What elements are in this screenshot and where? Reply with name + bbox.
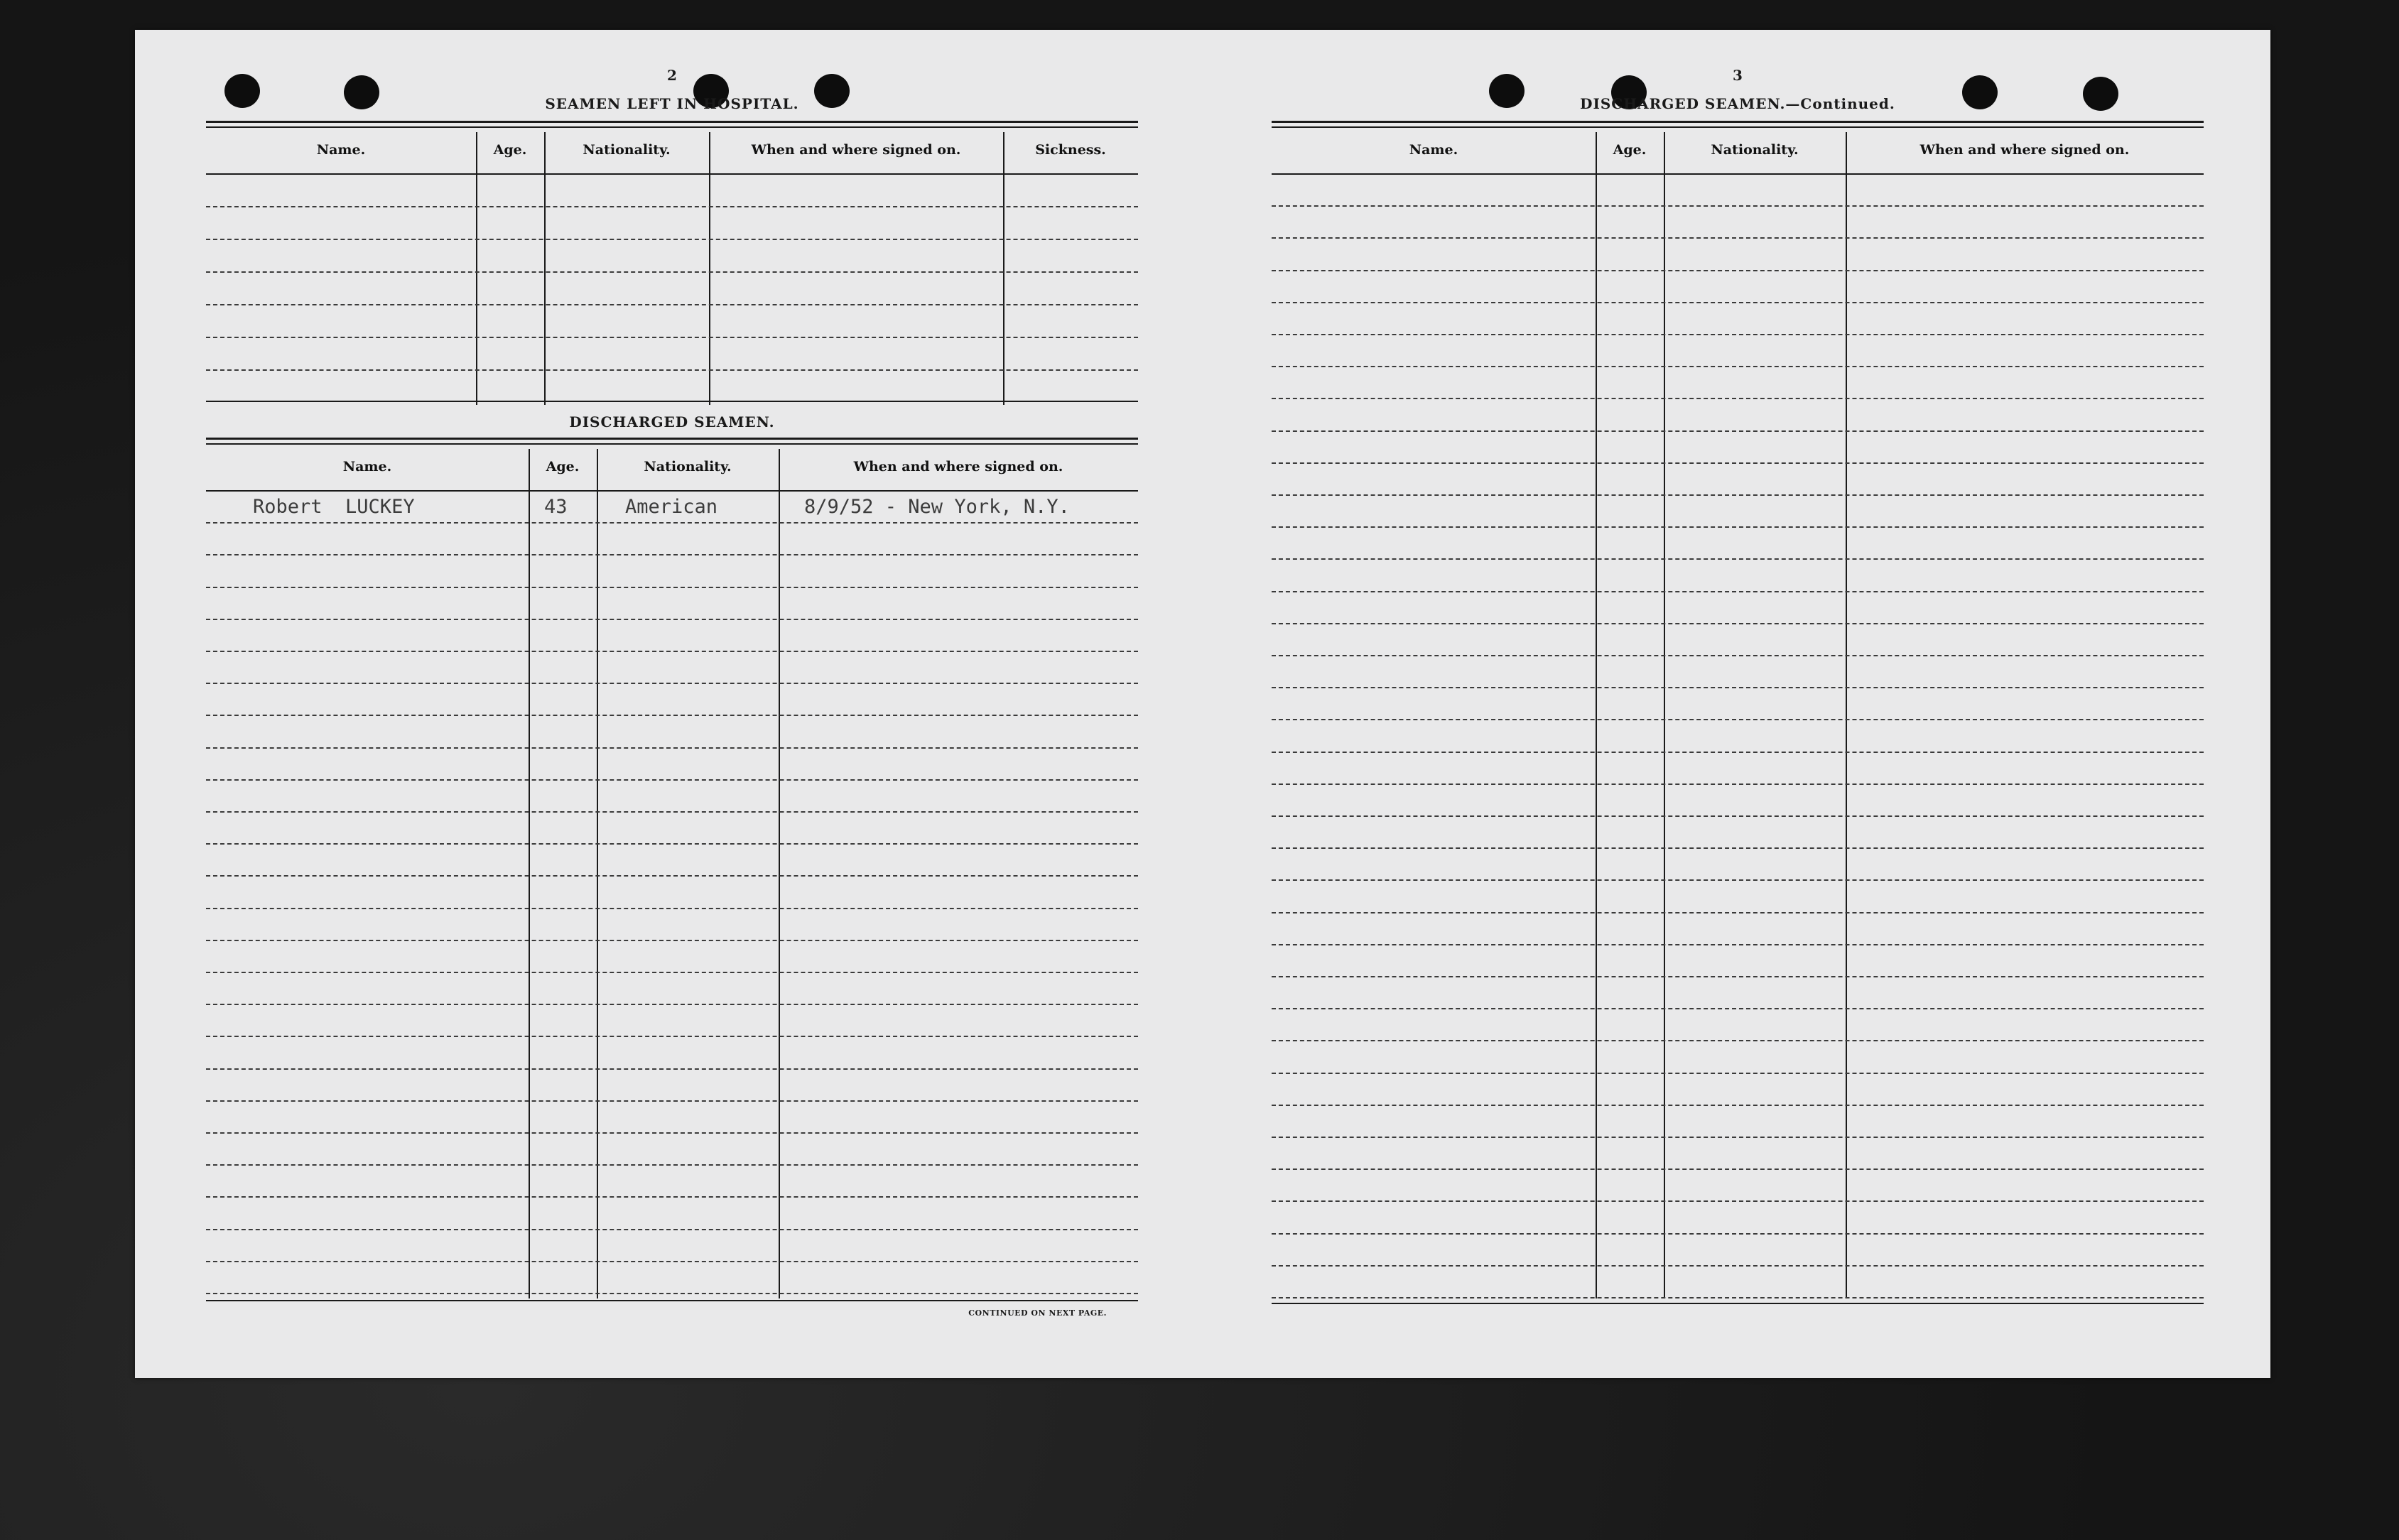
- column-divider: [709, 132, 710, 405]
- table-row: [206, 239, 1138, 240]
- table-row: [206, 1004, 1138, 1005]
- seaman-name: Robert LUCKEY: [253, 496, 415, 518]
- column-header-name: Name.: [342, 459, 392, 475]
- table-row: [206, 522, 1138, 524]
- column-divider: [1664, 132, 1665, 1298]
- table-row: [1272, 687, 2204, 688]
- discharged-section-title: DISCHARGED SEAMEN.: [569, 413, 775, 430]
- table-row: [206, 304, 1138, 305]
- table-row: [1272, 752, 2204, 753]
- column-header-age: Age.: [493, 142, 527, 158]
- table-row: [206, 206, 1138, 207]
- column-divider: [476, 132, 477, 405]
- table-row: [1272, 944, 2204, 945]
- table-row: [1272, 655, 2204, 656]
- table-row: [1272, 526, 2204, 528]
- column-header-nationality: Nationality.: [644, 459, 732, 475]
- column-header-sickness: Sickness.: [1035, 142, 1106, 158]
- table-row: [1272, 462, 2204, 464]
- table-row: [206, 1068, 1138, 1070]
- seaman-signed-on: 8/9/52 - New York, N.Y.: [804, 496, 1070, 518]
- table-row: [206, 369, 1138, 371]
- table-row: [1272, 334, 2204, 335]
- table-row: [206, 972, 1138, 973]
- table-row: [206, 587, 1138, 588]
- column-header-nationality: Nationality.: [1711, 142, 1799, 158]
- table-row: [1272, 366, 2204, 367]
- header-rule: [1272, 121, 2204, 128]
- table-row: [206, 1261, 1138, 1262]
- discharged-continued-table: [1272, 132, 2204, 1298]
- column-header-signed-on: When and where signed on.: [853, 459, 1063, 475]
- table-row: [1272, 783, 2204, 785]
- table-row: [206, 875, 1138, 877]
- seaman-age: 43: [544, 496, 568, 518]
- column-header-age: Age.: [1613, 142, 1647, 158]
- table-row: [1272, 591, 2204, 592]
- table-row: [206, 1132, 1138, 1134]
- ledger-sheet: [135, 30, 2270, 1378]
- table-row: [1272, 719, 2204, 720]
- column-header-signed-on: When and where signed on.: [751, 142, 961, 158]
- table-bottom-rule: [206, 1300, 1138, 1301]
- table-row: [1272, 1297, 2204, 1298]
- table-row: [206, 1196, 1138, 1198]
- column-header-signed-on: When and where signed on.: [1919, 142, 2130, 158]
- table-row: [206, 779, 1138, 781]
- column-divider: [529, 449, 530, 1298]
- table-row: [1272, 815, 2204, 817]
- hospital-table: [206, 132, 1138, 405]
- table-row: [1272, 494, 2204, 496]
- discharged-table: [206, 449, 1138, 1298]
- page-number: 3: [1733, 67, 1743, 84]
- table-row: [206, 1036, 1138, 1037]
- table-row: [206, 554, 1138, 555]
- table-row: [1272, 1265, 2204, 1267]
- table-row: [1272, 270, 2204, 271]
- table-row: [1272, 1105, 2204, 1106]
- seaman-nationality: American: [625, 496, 718, 518]
- table-bottom-rule: [206, 401, 1138, 402]
- table-row: [1272, 847, 2204, 849]
- table-row: [1272, 912, 2204, 913]
- table-bottom-rule: [1272, 1303, 2204, 1304]
- table-row: [1272, 623, 2204, 624]
- table-row: [206, 651, 1138, 652]
- table-row: [206, 1164, 1138, 1166]
- table-row: [206, 619, 1138, 620]
- column-divider: [779, 449, 780, 1298]
- table-row: [206, 747, 1138, 749]
- table-row: [206, 337, 1138, 338]
- discharged-continued-title: DISCHARGED SEAMEN.—Continued.: [1580, 95, 1895, 112]
- column-header-name: Name.: [1409, 142, 1458, 158]
- discharged-table-header: [206, 449, 1138, 492]
- table-row: [1272, 1233, 2204, 1235]
- table-row: [206, 811, 1138, 813]
- column-divider: [1596, 132, 1597, 1298]
- continued-table-header: [1272, 132, 2204, 175]
- table-row: [206, 843, 1138, 845]
- column-header-nationality: Nationality.: [583, 142, 671, 158]
- table-row: [1272, 1137, 2204, 1138]
- table-row: [206, 1229, 1138, 1230]
- table-row: [1272, 302, 2204, 303]
- table-row: [206, 940, 1138, 941]
- continued-note: CONTINUED ON NEXT PAGE.: [968, 1308, 1107, 1318]
- table-row: [1272, 1040, 2204, 1041]
- table-row: [206, 1293, 1138, 1294]
- hospital-table-header: [206, 132, 1138, 175]
- table-row: [206, 683, 1138, 684]
- table-row: [1272, 976, 2204, 977]
- column-header-name: Name.: [316, 142, 366, 158]
- table-row: [1272, 205, 2204, 207]
- table-row: [206, 908, 1138, 909]
- column-header-age: Age.: [546, 459, 580, 475]
- column-divider: [597, 449, 598, 1298]
- table-row: [1272, 879, 2204, 881]
- table-row: [1272, 1168, 2204, 1170]
- table-row: [1272, 1008, 2204, 1009]
- table-row: [206, 271, 1138, 273]
- table-row: [1272, 237, 2204, 239]
- header-rule: [206, 121, 1138, 128]
- hospital-section-title: SEAMEN LEFT IN HOSPITAL.: [545, 95, 799, 112]
- column-divider: [1846, 132, 1847, 1298]
- table-row: [1272, 558, 2204, 560]
- column-divider: [544, 132, 546, 405]
- table-row: [206, 1100, 1138, 1102]
- table-row: [1272, 398, 2204, 399]
- table-row: [206, 715, 1138, 716]
- header-rule: [206, 438, 1138, 445]
- table-row: [1272, 1073, 2204, 1074]
- page-number: 2: [667, 67, 677, 84]
- table-row: [1272, 1200, 2204, 1202]
- column-divider: [1003, 132, 1004, 405]
- table-row: [1272, 430, 2204, 432]
